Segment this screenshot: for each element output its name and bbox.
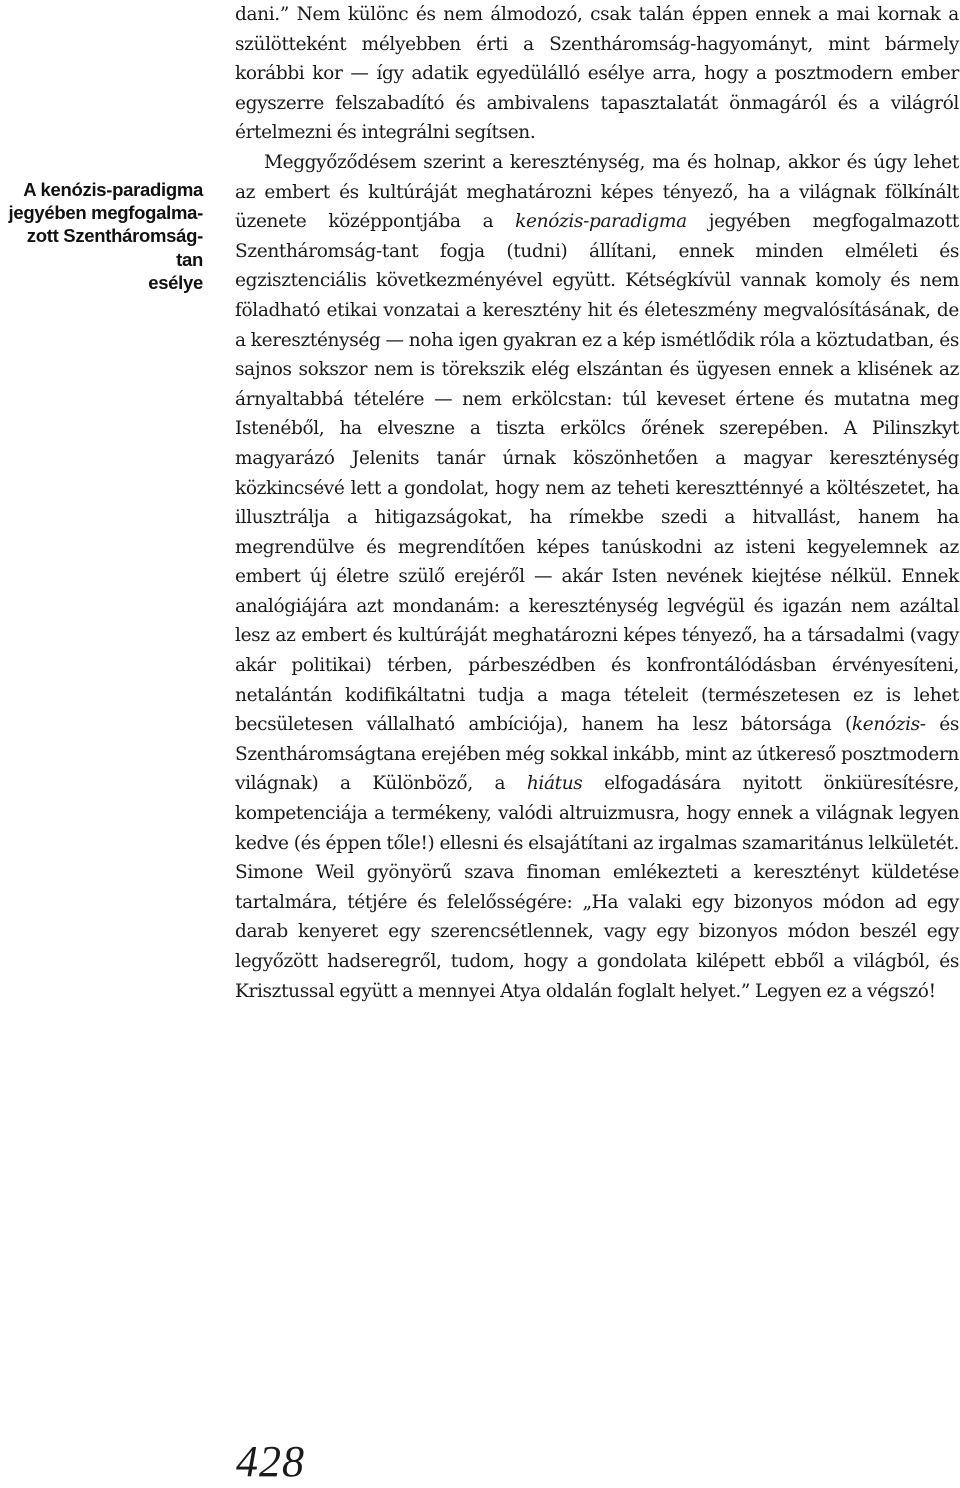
page-number: 428: [236, 1437, 305, 1486]
text-run: - és Szentháromságtana erejében még sokkal inkább, mint az útkereső posztmodern világnak) a Különböző, a: [235, 714, 959, 795]
margin-heading-line: esélye: [148, 271, 203, 293]
text-run: jegyében megfogalmazott Szentháromság-tant fogja (tudni) állítani, ennek minden elméleti és egzisztenciális következményével együtt. Kétségkívül vannak komoly és nem föladható etikai vonzatai a keresztény hit és életeszmény megvalósításának, de a kereszténység — noha igen gyakran ez a kép ismétlődik róla a köztudatban, és sajnos sokszor nem is törekszik elég elszántan és ügyesen ennek a klisének az árnyaltabbá tételére — nem erkölcstan: túl keveset értene és mutatna meg Istenéből, ha elveszne a tiszta erkölcs őrének szerepében. A Pilinszkyt magyarázó Jelenits tanár úrnak köszönhetően a magyar kereszténység közkincsévé lett a gondolat, hogy nem az teheti keresztténnyé a költészetet, ha illusztrálja a hitigazságokat, ha rímekbe szedi a hitvallást, hanem ha megrendülve és megrendítően képes tanúskodni az isteni kegyelemnek az embert új életre szülő erejéről — akár Isten nevének kiejtése nélkül. Ennek analógiájára azt mondanám: a kereszténység legvégül és igazán nem azáltal lesz az embert és kultúráját meghatározni képes tényező, ha a társadalmi (vagy akár politikai) térben, párbeszédben és konfrontálódásban érvényesíteni, netalántán kodifikáltatni tudja a maga tételeit (természetesen ez is lehet becsületesen vállalható ambíciója), hanem ha lesz bátorsága (: [235, 211, 959, 736]
margin-heading-line: zott Szentháromság-tan: [26, 225, 203, 270]
italic-term: kenózis-paradigma: [515, 211, 687, 233]
italic-term: hiátus: [526, 773, 583, 795]
paragraph-continuation: dani.” Nem különc és nem álmodozó, csak talán éppen ennek a mai kornak a szülötteként mélyebben érti a Szentháromság-hagyományt, mint bármely korábbi kor — így adatik egyedülálló esélye arra, hogy a posztmodern ember egyszerre felszabadító és ambivalens tapasztalatát önmagáról és a világról értelmezni és integrálni segítsen.: [235, 4, 959, 144]
margin-heading: [0, 178, 203, 294]
margin-heading-line: A kenózis-paradigma: [23, 179, 203, 200]
text-run: Meggyőződésem szerint a kereszténység, ma és holnap, akkor és úgy lehet az embert és kultúráját meghatározni képes tényező, ha a világnak fölkínált üzenete középpontjába a: [235, 151, 959, 233]
body-text: [235, 0, 959, 1006]
margin-heading-line: jegyében megfogalma-: [8, 202, 203, 224]
italic-term: kenózis: [851, 714, 920, 736]
text-run: elfogadására nyitott önkiüresítésre, kompetenciája a termékeny, valódi altruizmusra, hogy ennek a világnak legyen kedve (és éppen tőle!) ellesni és elsajátítani az irgalmas szamaritánus lelkületét. Simone Weil gyönyörű szava finoman emlékezteti a keresztényt küldetése tartalmára, tétjére és felelősségére: „Ha valaki egy bizonyos módon ad egy darab kenyeret egy szerencsétlennek, vagy egy bizonyos módon beszél egy legyőzött hadseregről, tudom, hogy a gondolata kilépett ebből a világból, és Krisztussal együtt a mennyei Atya oldalán foglalt helyet.” Legyen ez a végszó!: [235, 773, 959, 1002]
paragraph-main: [235, 148, 959, 1006]
